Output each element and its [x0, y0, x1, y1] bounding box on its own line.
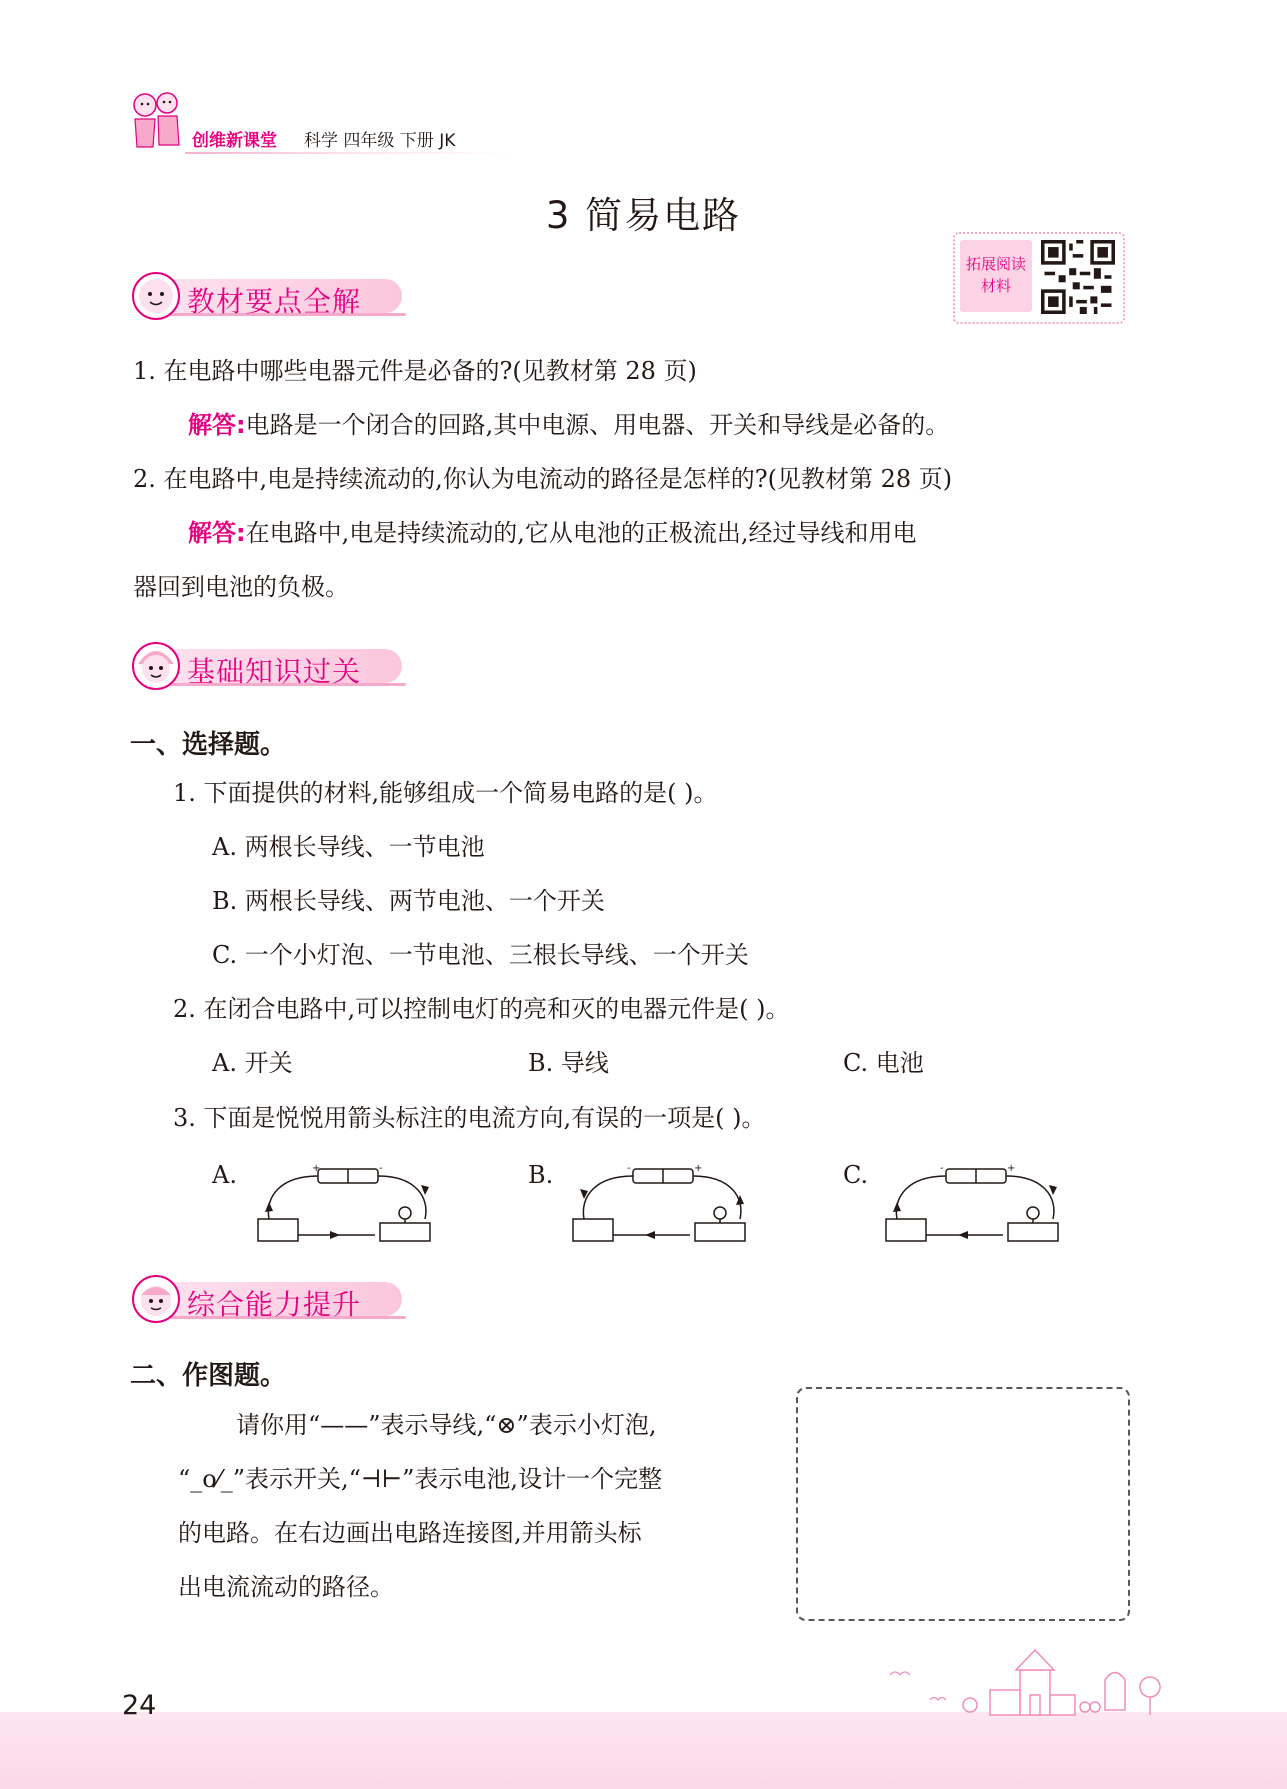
- cartoon-boy-icon: [130, 1273, 182, 1325]
- answer-text: 电路是一个闭合的回路,其中电源、用电器、开关和导线是必备的。: [245, 411, 950, 439]
- key-answer-1: [188, 410, 949, 440]
- drawing-answer-box[interactable]: [796, 1387, 1130, 1621]
- section-banner-advanced: [130, 1273, 410, 1325]
- section-title: 教材要点全解: [187, 285, 362, 318]
- question-1: 1. 下面提供的材料,能够组成一个简易电路的是( )。: [173, 779, 718, 807]
- key-answer-2: [188, 518, 917, 548]
- svg-text:-: -: [627, 1163, 631, 1174]
- brand-name: 创维新课堂: [192, 131, 277, 151]
- q2-option-a: A. 开关: [212, 1049, 293, 1077]
- part1-heading: 一、选择题。: [130, 730, 287, 760]
- answer-tag: 解答:: [188, 411, 246, 439]
- cartoon-face-icon: [130, 270, 182, 322]
- q3-option-b: B.: [528, 1161, 554, 1189]
- q2-option-b: B. 导线: [528, 1049, 609, 1077]
- page-number: 24: [122, 1690, 157, 1721]
- drawing-task-line-1: 请你用“——”表示导线,“⊗”表示小灯泡,: [236, 1411, 657, 1439]
- key-question-1: 1. 在电路中哪些电器元件是必备的?(见教材第 28 页): [133, 357, 697, 385]
- question-2: 2. 在闭合电路中,可以控制电灯的亮和灭的电器元件是( )。: [173, 995, 790, 1023]
- q2-option-c: C. 电池: [843, 1049, 924, 1077]
- q3-option-a: A.: [212, 1161, 237, 1189]
- svg-text:+: +: [694, 1163, 703, 1174]
- drawing-task-line-3: 的电路。在右边画出电路连接图,并用箭头标: [178, 1519, 642, 1547]
- cartoon-kids-logo: [125, 85, 185, 155]
- circuit-diagram-c: [883, 1157, 1083, 1257]
- svg-text:-: -: [379, 1163, 383, 1174]
- qr-label-line1: 拓展阅读: [965, 255, 1026, 273]
- svg-text:-: -: [940, 1163, 944, 1174]
- drawing-task-line-2: “_o⁄_”表示开关,“⊣⊢”表示电池,设计一个完整: [178, 1465, 663, 1493]
- circuit-diagram-a: [255, 1157, 455, 1257]
- key-answer-2-continued: 器回到电池的负极。: [133, 573, 349, 601]
- q3-option-c: C.: [843, 1161, 869, 1189]
- circuit-diagram-b: [570, 1157, 770, 1257]
- q1-option-c: C. 一个小灯泡、一节电池、三根长导线、一个开关: [212, 941, 749, 969]
- answer-tag: 解答:: [188, 519, 246, 547]
- svg-text:+: +: [1007, 1163, 1016, 1174]
- q1-option-a: A. 两根长导线、一节电池: [212, 833, 485, 861]
- subject-info: 科学 四年级 下册 JK: [304, 131, 456, 151]
- key-question-2: 2. 在电路中,电是持续流动的,你认为电流动的路径是怎样的?(见教材第 28 页): [133, 465, 953, 493]
- q1-option-b: B. 两根长导线、两节电池、一个开关: [212, 887, 605, 915]
- section-title: 基础知识过关: [187, 655, 362, 688]
- header-divider: [185, 152, 515, 154]
- castle-decoration-icon: [880, 1645, 1180, 1720]
- cartoon-girl-icon: [130, 640, 182, 692]
- section-banner-basics: [130, 640, 410, 692]
- question-3: 3. 下面是悦悦用箭头标注的电流方向,有误的一项是( )。: [173, 1104, 766, 1132]
- page-title: 3 简易电路: [545, 194, 742, 237]
- qr-label: [960, 240, 1032, 312]
- section-title: 综合能力提升: [187, 1288, 362, 1321]
- answer-text: 在电路中,电是持续流动的,它从电池的正极流出,经过导线和用电: [245, 519, 917, 547]
- section-banner-key-points: [130, 270, 410, 322]
- qr-code-icon[interactable]: [1041, 240, 1115, 314]
- drawing-task-line-4: 出电流流动的路径。: [178, 1573, 394, 1601]
- footer-band: [0, 1712, 1287, 1789]
- qr-label-line2: 材料: [980, 277, 1011, 295]
- svg-text:+: +: [312, 1163, 321, 1174]
- part2-heading: 二、作图题。: [130, 1361, 287, 1391]
